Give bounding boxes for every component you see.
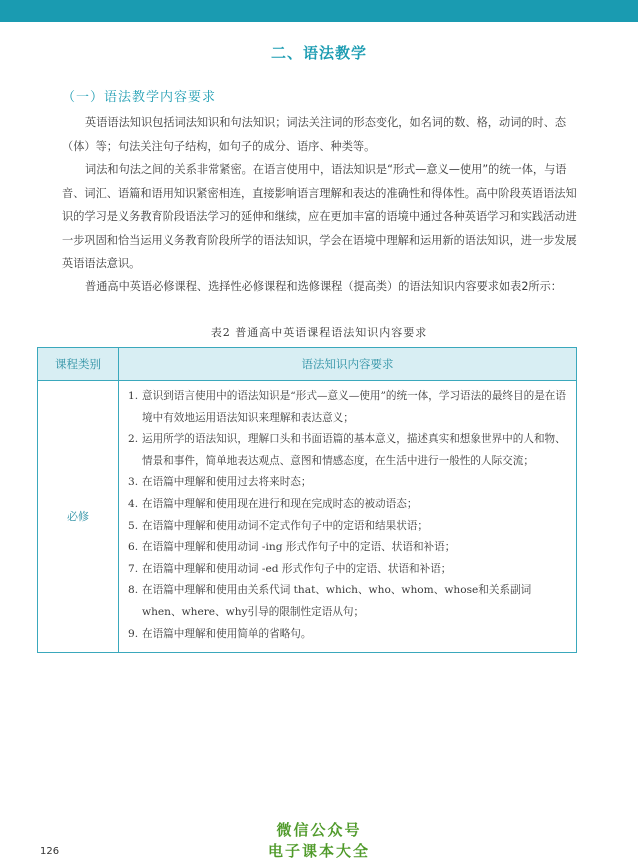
table-header-row: [38, 348, 576, 381]
section-title: 二、语法教学: [270, 44, 367, 62]
list-item: [128, 559, 568, 581]
paragraph-2-text: 词法和句法之间的关系非常紧密。在语言使用中，语法知识是“形式—意义—使用”的统一体，与语音、词汇、语篇和语用知识紧密相连，直接影响语言理解和表达的准确性和得体性。高中阶段英语语法知识的学习是义务教育阶段语法学习的延伸和继续，应在更加丰富的语境中通过各种英语学习和实践活动进一步巩固和恰当运用义务教育阶段所学的语法知识，学会在语境中理解和运用新的语法知识，进一步发展英语语法意识。: [62, 163, 577, 270]
item-text: 在语篇中理解和使用动词不定式作句子中的定语和结果状语；: [142, 519, 429, 532]
paragraph-3-text: 普通高中英语必修课程、选择性必修课程和选修课程（提高类）的语法知识内容要求如表2所示：: [85, 280, 562, 293]
list-item: [128, 494, 568, 516]
list-item: [128, 429, 568, 472]
subsection-title: （一）语法教学内容要求: [62, 90, 217, 105]
item-text: 运用所学的语法知识，理解口头和书面语篇的基本意义，描述真实和想象世界中的人和物、情景和事件，简单地表达观点、意图和情感态度，在生活中进行一般性的人际交流；: [142, 433, 566, 467]
column-divider: [118, 380, 119, 652]
item-text: 在语篇中理解和使用由关系代词 that、which、who、whom、whose和关系副词when、where、why引导的限制性定语从句；: [142, 584, 532, 618]
list-item: [128, 472, 568, 494]
category-cell: [38, 380, 118, 652]
item-number: 8.: [128, 584, 139, 597]
item-number: 4.: [128, 497, 139, 510]
requirement-list: [128, 386, 568, 645]
item-text: 在语篇中理解和使用简单的省略句。: [142, 627, 312, 640]
watermark-line-2: 电子课本大全: [267, 842, 370, 860]
item-text: 在语篇中理解和使用动词 -ed 形式作句子中的定语、状语和补语；: [142, 562, 452, 575]
item-number: 3.: [128, 476, 139, 489]
paragraph-2: [62, 158, 580, 276]
list-item: [128, 580, 568, 623]
list-item: [128, 386, 568, 429]
list-item: [128, 624, 568, 646]
item-text: 在语篇中理解和使用现在进行和现在完成时态的被动语态；: [142, 497, 418, 510]
page-number: 126: [40, 846, 60, 857]
item-number: 1.: [128, 390, 139, 402]
item-number: 9.: [128, 627, 139, 640]
top-color-band: [0, 0, 638, 22]
item-text: 在语篇中理解和使用过去将来时态；: [142, 476, 312, 489]
item-number: 5.: [128, 519, 139, 532]
table-caption: 表2 普通高中英语课程语法知识内容要求: [210, 326, 428, 339]
paragraph-1: [62, 111, 580, 158]
category-label: 必修: [67, 510, 89, 523]
item-number: 6.: [128, 541, 139, 554]
header-course-category: 课程类别: [38, 348, 119, 380]
item-number: 2.: [128, 433, 139, 446]
item-text: 意识到语言使用中的语法知识是“形式—意义—使用”的统一体，学习语法的最终目的是在语境中有效地运用语法知识来理解和表达意义；: [142, 390, 566, 424]
watermark-line-1: 微信公众号: [276, 821, 362, 839]
list-item: [128, 537, 568, 559]
list-item: [128, 516, 568, 538]
header-grammar-content: 语法知识内容要求: [301, 357, 394, 371]
paragraph-1-text: 英语语法知识包括词法知识和句法知识；词法关注词的形态变化，如名词的数、格，动词的时、态（体）等；句法关注句子结构，如句子的成分、语序、种类等。: [62, 116, 567, 153]
paragraph-3: [62, 275, 580, 299]
item-number: 7.: [128, 562, 139, 575]
item-text: 在语篇中理解和使用动词 -ing 形式作句子中的定语、状语和补语；: [142, 541, 456, 554]
grammar-requirements-table: [37, 347, 577, 653]
